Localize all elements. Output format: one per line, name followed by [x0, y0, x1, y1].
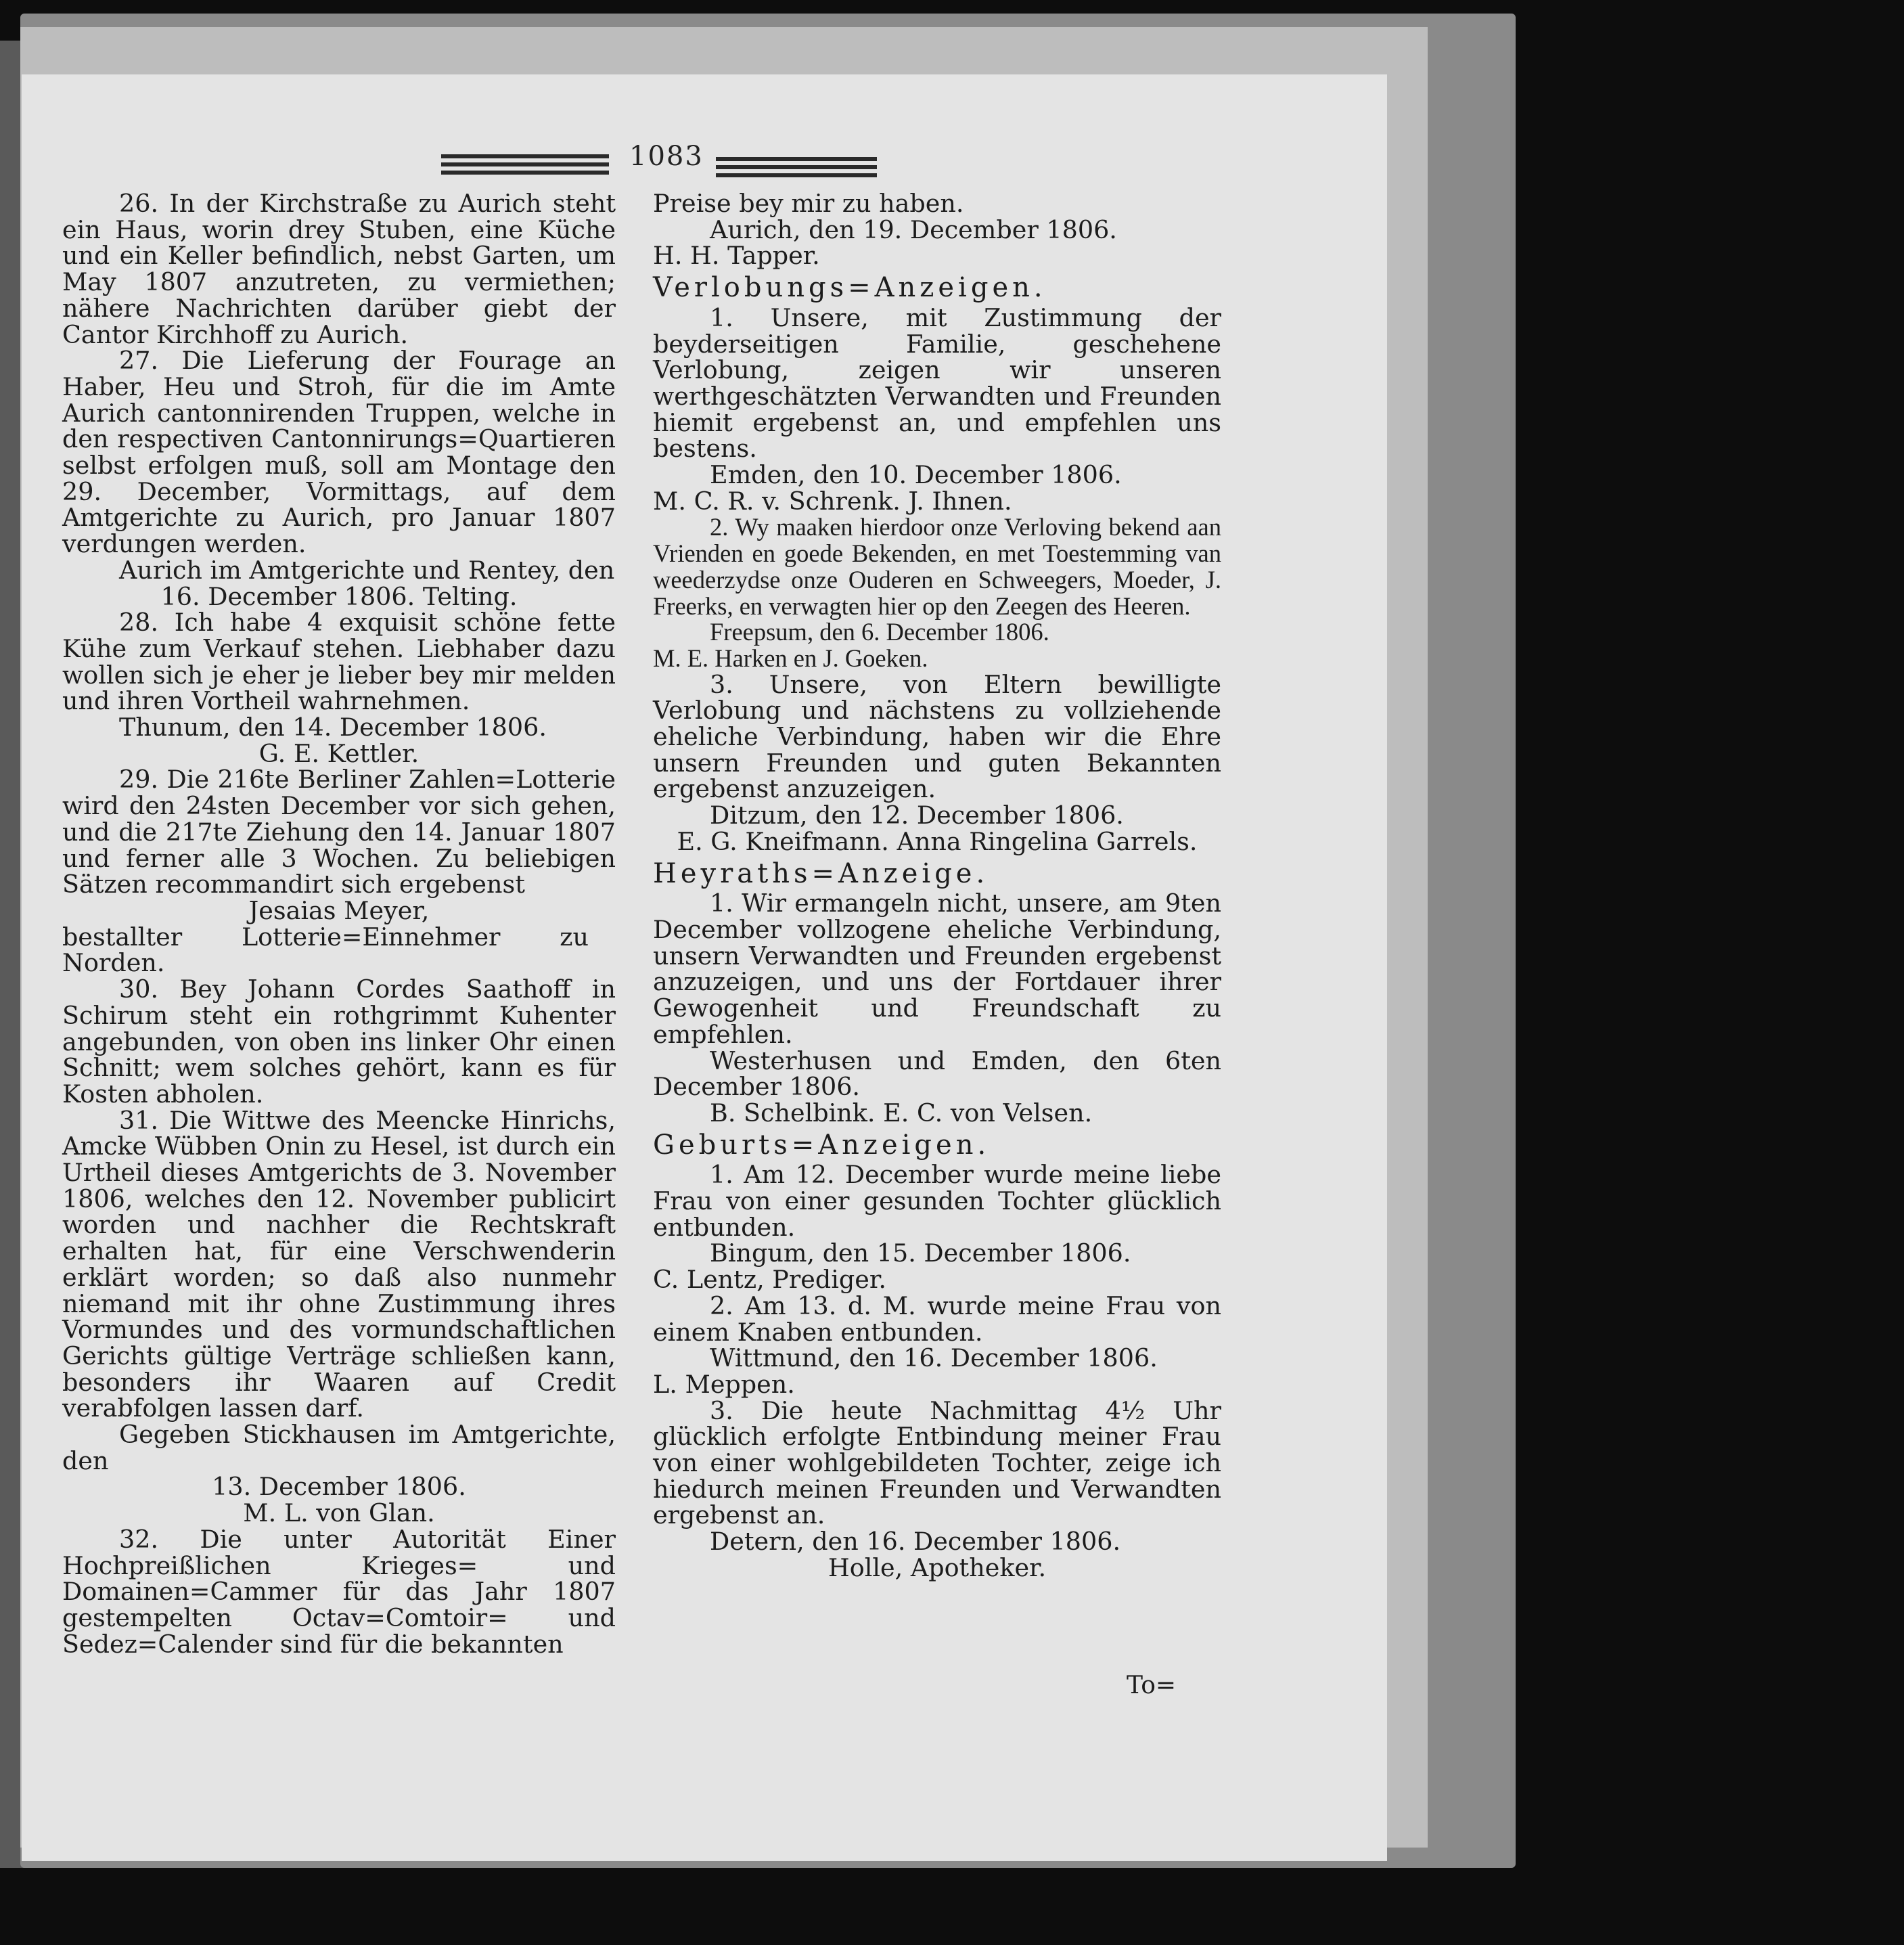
left-column-paragraph: 29. Die 216te Berliner Zahlen=Lotterie wird den 24sten December vor sich gehen, und die 217te Ziehung den 14. Januar 1807 und ferner alle 3 Wochen. Zu beliebigen Sätzen recommandirt sich ergebenst: [62, 765, 616, 899]
left-column-paragraph: 13. December 1806.: [212, 1472, 466, 1502]
right-column-paragraph: Preise bey mir zu haben.: [653, 189, 964, 218]
right-column-paragraph: Aurich, den 19. December 1806.: [710, 215, 1117, 244]
right-column-paragraph: C. Lentz, Prediger.: [653, 1265, 886, 1295]
left-column-paragraph: 30. Bey Johann Cordes Saathoff in Schirum steht ein rothgrimmt Kuhenter angebunden, von oben ins linker Ohr einen Schnitt; wem solches gehört, kann es für Kosten abholen.: [62, 975, 616, 1109]
left-column-paragraph: Aurich im Amtgerichte und Rentey, den: [119, 555, 615, 585]
right-column-paragraph: M. E. Harken en J. Goeken.: [653, 644, 928, 672]
left-column-paragraph: Thunum, den 14. December 1806.: [119, 713, 547, 742]
right-column-paragraph: 2. Am 13. d. M. wurde meine Frau von einem Knaben entbunden.: [653, 1291, 1221, 1347]
left-column-paragraph: 28. Ich habe 4 exquisit schöne fette Kühe zum Verkauf stehen. Liebhaber dazu wollen sich je eher je lieber bey mir melden und ihren Vortheil wahrnehmen.: [62, 608, 616, 716]
right-column-paragraph: Ditzum, den 12. December 1806.: [710, 801, 1124, 830]
right-column-paragraph: B. Schelbink. E. C. von Velsen.: [710, 1098, 1093, 1127]
right-column-paragraph: Freepsum, den 6. December 1806.: [710, 618, 1049, 646]
page-number: 1083: [629, 141, 704, 172]
right-column-paragraph: H. H. Tapper.: [653, 241, 820, 271]
catchword: To=: [1127, 1672, 1177, 1699]
left-column-paragraph: M. L. von Glan.: [243, 1498, 435, 1528]
right-column-paragraph: Heyraths=Anzeige.: [653, 857, 989, 889]
right-column-paragraph: Holle, Apotheker.: [828, 1552, 1047, 1582]
right-column-paragraph: Detern, den 16. December 1806.: [710, 1527, 1121, 1557]
left-column-paragraph: 26. In der Kirchstraße zu Aurich steht ein Haus, worin drey Stuben, eine Küche und ein Keller befindlich, nebst Garten, um May 1807 anzutreten, zu vermiethen; nähere Nachrichten darüber giebt der Cantor Kirchhoff zu Aurich.: [62, 189, 616, 349]
left-column-paragraph: 31. Die Wittwe des Meencke Hinrichs, Amcke Wübben Onin zu Hesel, ist durch ein Urtheil dieses Amtgerichts de 3. November 1806, welches den 12. November publicirt worden und nachher die Rechtskraft erhalten hat, für eine Verschwenderin erklärt worden; so daß also nunmehr niemand mit ihr ohne Zustimmung ihres Vormundes und des vormundschaftlichen Gerichts gültige Verträge schließen kann, besonders ihr Waaren auf Credit verabfolgen lassen darf.: [62, 1105, 616, 1423]
left-column-paragraph: 16. December 1806. Telting.: [160, 581, 518, 611]
right-column: [653, 191, 1221, 1582]
right-column-paragraph: Bingum, den 15. December 1806.: [710, 1238, 1131, 1268]
header-rule-left: [441, 154, 609, 179]
right-column-paragraph: 3. Unsere, von Eltern bewilligte Verlobung und nächstens zu vollziehende eheliche Verbindung, haben wir die Ehre unsern Freunden und guten Bekannten ergebenst anzuzeigen.: [653, 669, 1221, 804]
right-column-paragraph: 3. Die heute Nachmittag 4½ Uhr glücklich erfolgte Entbindung meiner Frau von einer wohlgebildeten Tochter, zeige ich hiedurch meinen Freunden und Verwandten ergebenst an.: [653, 1395, 1221, 1530]
right-column-paragraph: M. C. R. v. Schrenk. J. Ihnen.: [653, 486, 1012, 516]
left-column-paragraph: 27. Die Lieferung der Fourage an Haber, Heu und Stroh, für die im Amte Aurich cantonnirenden Truppen, welche in den respectiven Cantonnirungs=Quartieren selbst erfolgen muß, soll am Montage den 29. December, Vormittags, auf dem Amtgerichte zu Aurich, pro Januar 1807 verdungen werden.: [62, 346, 616, 559]
left-column-paragraph: bestallter Lotterie=Einnehmer zu Norden.: [62, 922, 589, 978]
right-column-paragraph: Geburts=Anzeigen.: [653, 1129, 991, 1161]
right-column-paragraph: 1. Unsere, mit Zustimmung der beyderseitigen Familie, geschehene Verlobung, zeigen wir unseren werthgeschätzten Verwandten und Freunden hiemit ergebenst an, und empfehlen uns bestens.: [653, 303, 1221, 464]
header-rule-right: [716, 157, 877, 181]
right-column-paragraph: 2. Wy maaken hierdoor onze Verloving bekend aan Vrienden en goede Bekenden, en met Toestemming van weederzydse onze Ouderen en Schweegers, Moeder, J. Freerks, en verwagten hier op den Zeegen des Heeren.: [653, 513, 1221, 620]
left-column-paragraph: Jesaias Meyer,: [248, 895, 430, 925]
left-column-paragraph: Gegeben Stickhausen im Amtgerichte, den: [62, 1420, 616, 1475]
right-column-paragraph: 1. Wir ermangeln nicht, unsere, am 9ten December vollzogene eheliche Verbindung, unsern Verwandten und Freunden ergebenst anzuzeigen, und uns der Fortdauer ihrer Gewogenheit und Freundschaft zu empfehlen.: [653, 889, 1221, 1049]
right-column-paragraph: E. G. Kneifmann. Anna Ringelina Garrels.: [677, 826, 1198, 856]
right-column-paragraph: L. Meppen.: [653, 1369, 795, 1399]
right-column-paragraph: Verlobungs=Anzeigen.: [653, 272, 1047, 304]
right-column-paragraph: Westerhusen und Emden, den 6ten December 1806.: [653, 1046, 1221, 1102]
left-column-paragraph: 32. Die unter Autorität Einer Hochpreißlichen Krieges= und Domainen=Cammer für das Jahr 1807 gestempelten Octav=Comtoir= und Sedez=Calender sind für die bekannten: [62, 1524, 616, 1659]
left-column: [62, 191, 616, 1657]
right-column-paragraph: 1. Am 12. December wurde meine liebe Frau von einer gesunden Tochter glücklich entbunden.: [653, 1160, 1221, 1242]
left-column-paragraph: G. E. Kettler.: [258, 738, 420, 768]
right-column-paragraph: Wittmund, den 16. December 1806.: [710, 1343, 1158, 1373]
right-column-paragraph: Emden, den 10. December 1806.: [710, 460, 1122, 490]
